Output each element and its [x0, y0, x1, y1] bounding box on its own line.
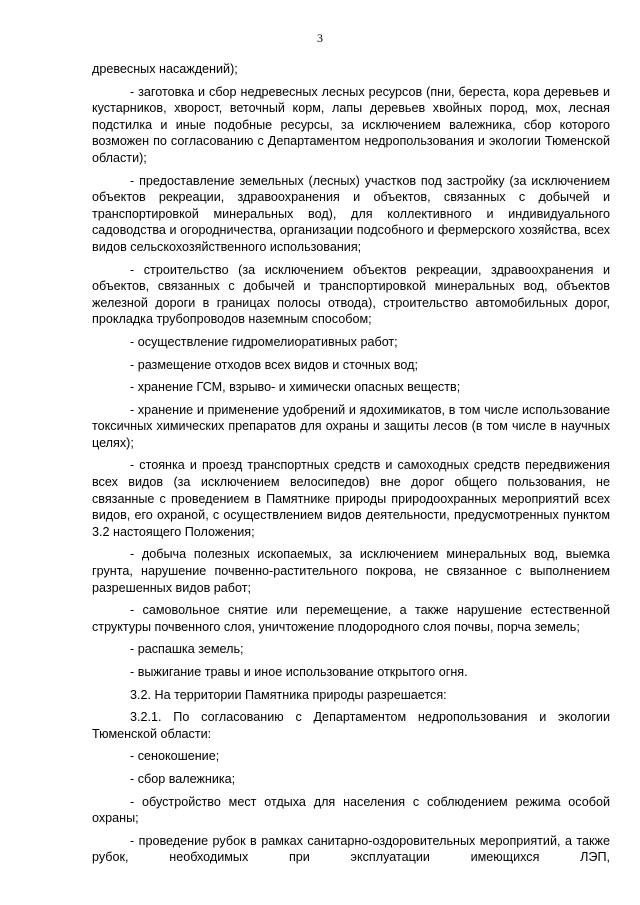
paragraph: - распашка земель;: [130, 642, 244, 657]
paragraph: - выжигание травы и иное использование открытого огня.: [130, 665, 468, 679]
paragraph: - сбор валежника;: [130, 771, 236, 786]
paragraph: - размещение отходов всех видов и сточных вод;: [130, 357, 418, 372]
paragraph: - хранение и применение удобрений и ядохимикатов, в том числе использование токсичных химических препаратов для охраны и защиты лесов (в том числе в научных целях);: [92, 402, 610, 450]
paragraph: 3.2. На территории Памятника природы разрешается:: [130, 687, 447, 702]
paragraph: - самовольное снятие или перемещение, а также нарушение естественной структуры почвенного слоя, уничтожение плодородного слоя почвы, порча земель;: [92, 603, 610, 634]
paragraph: - сенокошение;: [130, 749, 220, 764]
paragraph: - проведение рубок в рамках санитарно-оздоровительных мероприятий, а также рубок, необходимых при эксплуатации имеющихся ЛЭП,: [92, 833, 610, 865]
page-number: 3: [317, 31, 323, 45]
paragraph: - осуществление гидромелиоративных работ;: [130, 334, 398, 349]
paragraph: - предоставление земельных (лесных) участков под застройку (за исключением объектов рекреации, здравоохранения и объектов, связанных с добычей и транспортировкой минеральных вод), для коллективного и индивидуального садоводства и огородничества, организации подсобного и фермерского хозяйства, всех видов сельскохозяйственного использования;: [92, 173, 610, 254]
document-body: [92, 61, 610, 872]
paragraph: - заготовка и сбор недревесных лесных ресурсов (пни, береста, кора деревьев и кустарников, хворост, веточный корм, лапы деревьев хвойных пород, мох, лесная подстилка и иные подобные ресурсы, за исключением валежника, сбор которого возможен по согласованию с Департаментом недропользования и экологии Тюменской области);: [92, 84, 610, 165]
paragraph: - стоянка и проезд транспортных средств и самоходных средств передвижения всех видов (за исключением велосипедов) вне дорог общего пользования, не связанные с проведением в Памятнике природы природоохранных мероприятий всех видов, его охраной, с осуществлением видов деятельности, предусмотренных пунктом 3.2 настоящего Положения;: [92, 458, 610, 539]
paragraph: - добыча полезных ископаемых, за исключением минеральных вод, выемка грунта, нарушение почвенно-растительного покрова, не связанное с выполнением разрешенных видов работ;: [92, 547, 610, 595]
paragraph: - строительство (за исключением объектов рекреации, здравоохранения и объектов, связанных с добычей и транспортировкой минеральных вод, объектов железной дороги в границах полосы отвода), строительство автомобильных дорог, прокладка трубопроводов наземным способом;: [92, 262, 610, 327]
paragraph: древесных насаждений);: [92, 62, 238, 76]
paragraph: - обустройство мест отдыха для населения с соблюдением режима особой охраны;: [92, 794, 610, 826]
paragraph: - хранение ГСМ, взрыво- и химически опасных веществ;: [130, 380, 461, 395]
paragraph: 3.2.1. По согласованию с Департаментом недропользования и экологии Тюменской области:: [92, 710, 610, 741]
